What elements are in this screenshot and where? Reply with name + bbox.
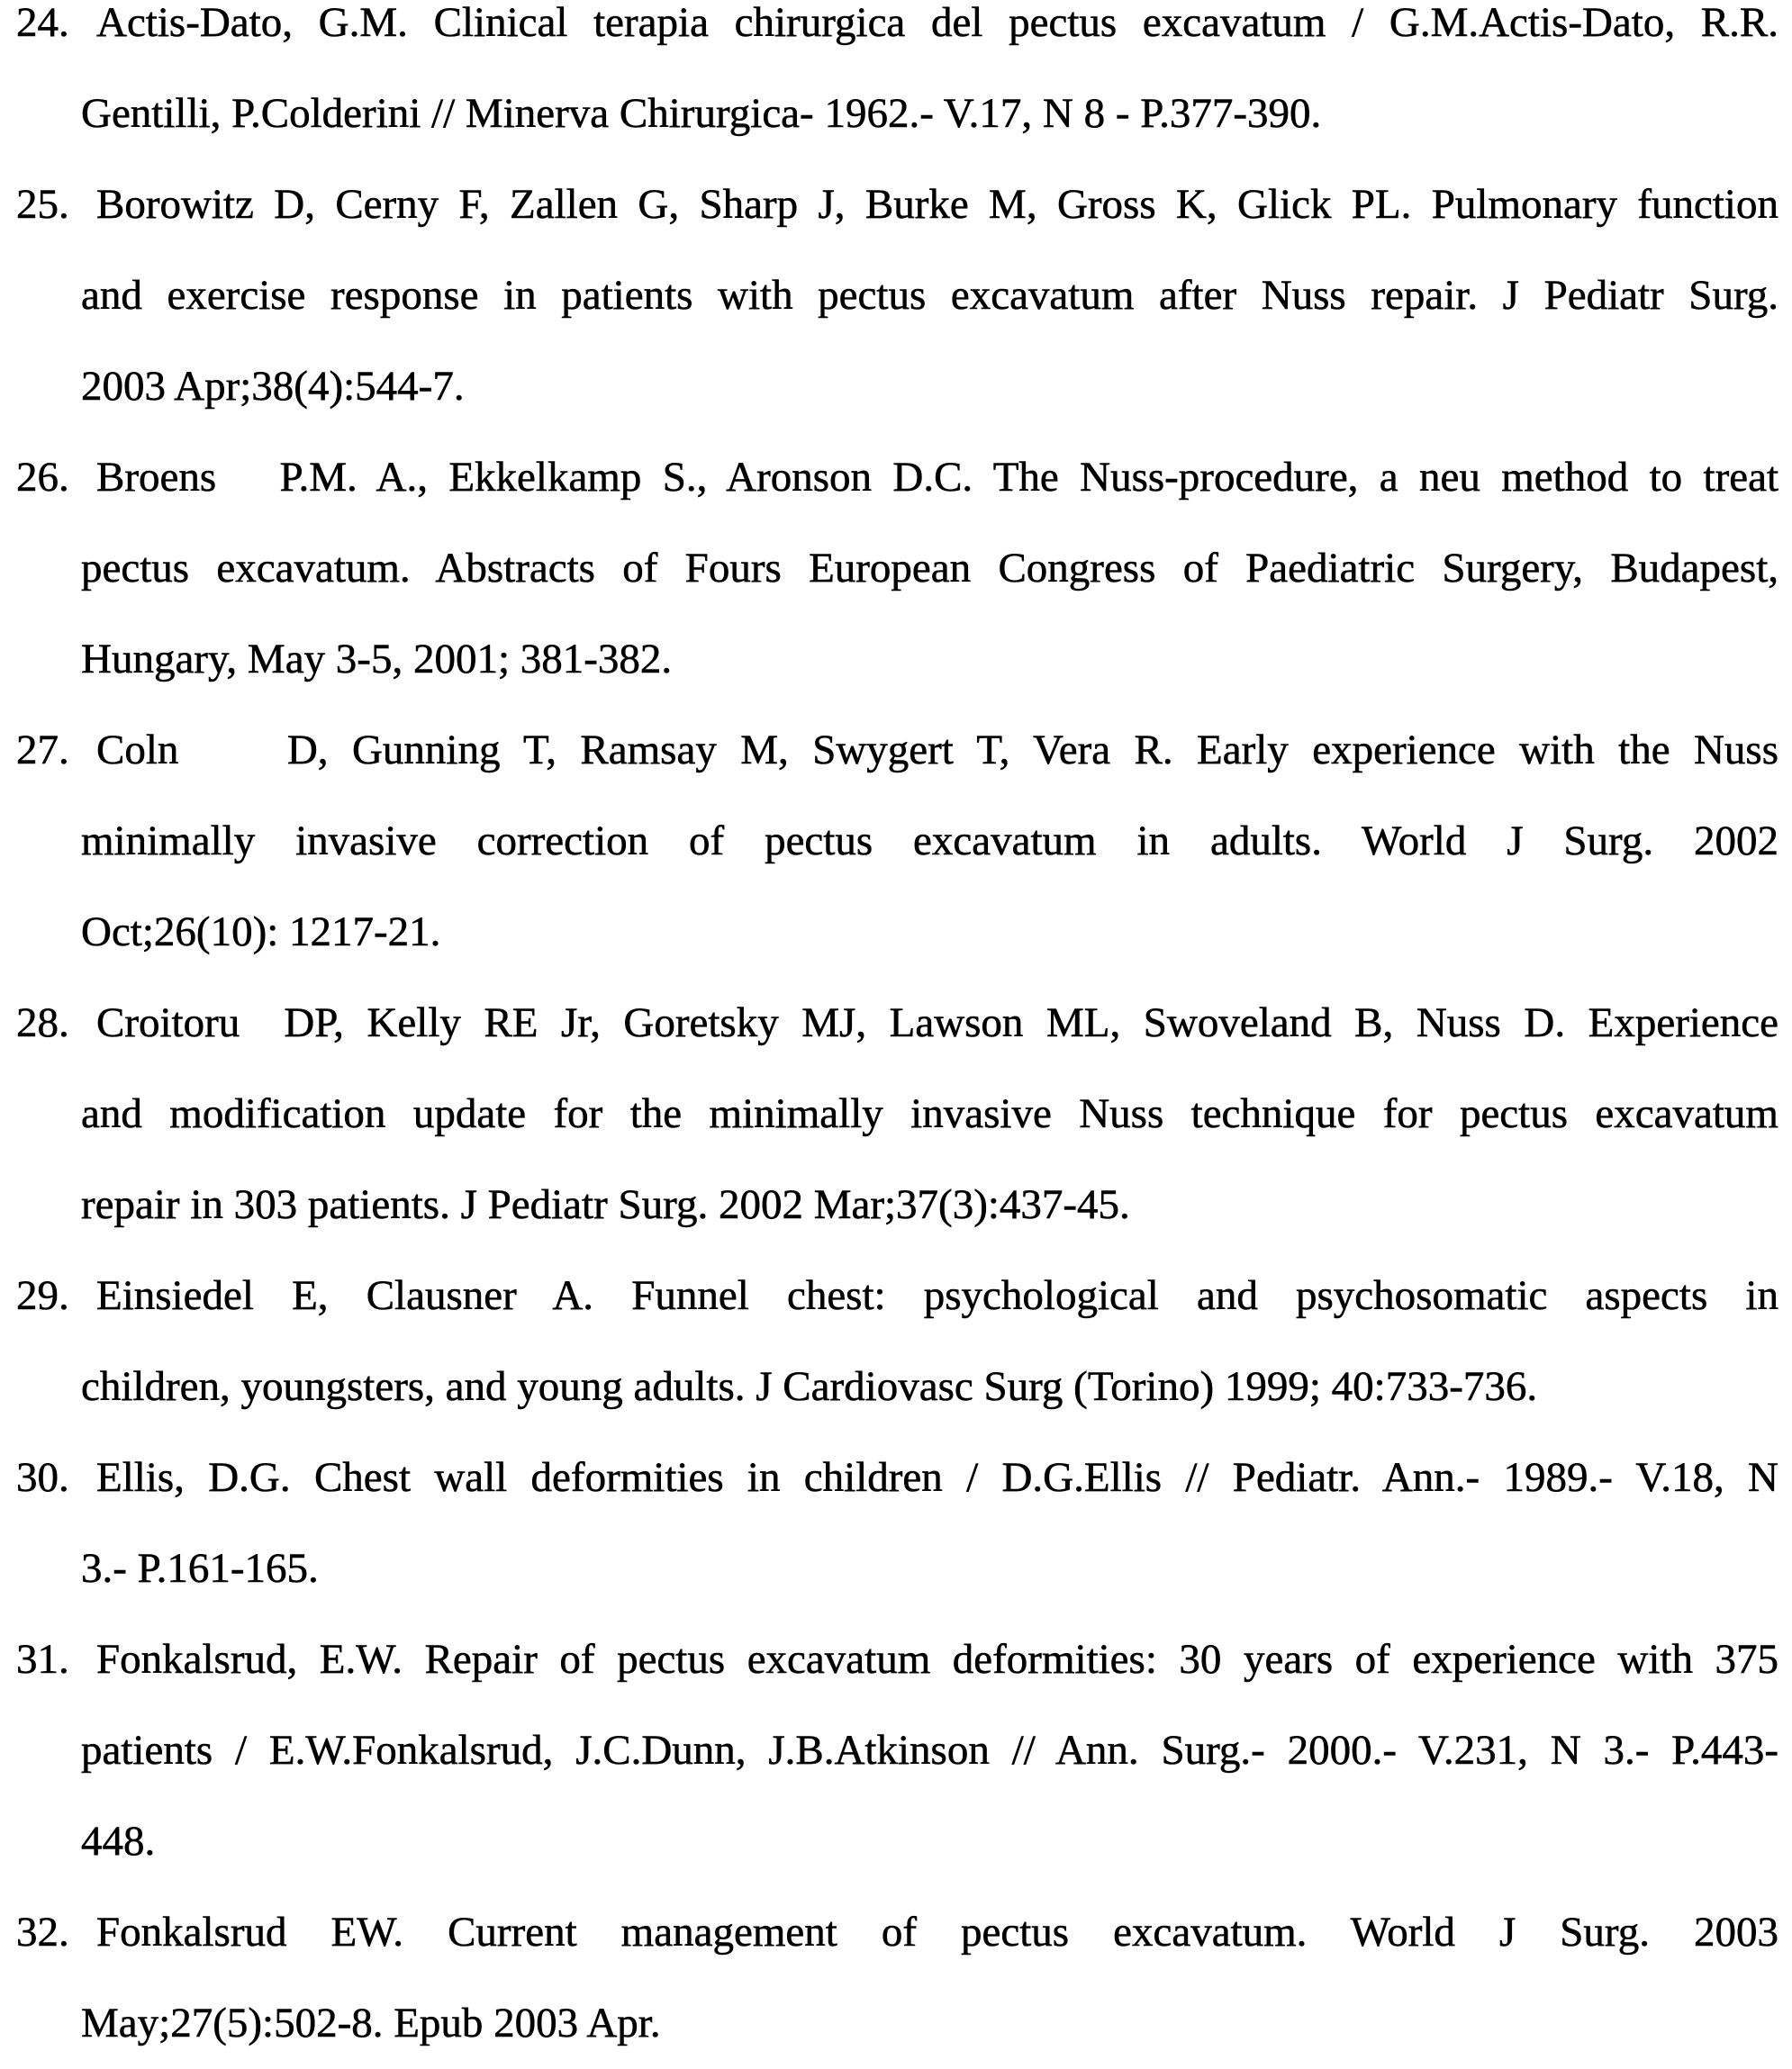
reference-line: May;27(5):502-8. Epub 2003 Apr. [81, 2000, 661, 2046]
reference-line [0, 978, 1792, 1069]
reference-line: and exercise response in patients with pectus excavatum after Nuss repair. J Pediatr Surg. [81, 272, 1778, 319]
reference-item-25 [0, 159, 1792, 432]
reference-item-29 [0, 1251, 1792, 1432]
reference-line [0, 0, 1792, 68]
reference-line: patients / E.W.Fonkalsrud, J.C.Dunn, J.B.Atkinson // Ann. Surg.- 2000.- V.231, N 3.- P.443- [81, 1727, 1778, 1774]
reference-line-text: Fonkalsrud, E.W. Repair of pectus excavatum deformities: 30 years of experience with 375 [96, 1636, 1778, 1683]
reference-number: 31. [16, 1636, 69, 1683]
reference-item-30 [0, 1432, 1792, 1614]
reference-line-text: Croitoru DP, Kelly RE Jr, Goretsky MJ, Lawson ML, Swoveland B, Nuss D. Experience [96, 999, 1778, 1046]
reference-line-text: Ellis, D.G. Chest wall deformities in children / D.G.Ellis // Pediatr. Ann.- 1989.- V.18, N [96, 1454, 1778, 1501]
reference-line-text: Einsiedel E, Clausner A. Funnel chest: psychological and psychosomatic aspects in [96, 1272, 1778, 1319]
reference-line [0, 1251, 1792, 1342]
reference-item-26 [0, 432, 1792, 705]
reference-line-text: Coln D, Gunning T, Ramsay M, Swygert T, Vera R. Early experience with the Nuss [96, 727, 1778, 773]
reference-number: 32. [16, 1909, 69, 1956]
reference-line [0, 1614, 1792, 1705]
reference-line [0, 705, 1792, 796]
reference-line: 2003 Apr;38(4):544-7. [81, 363, 465, 410]
reference-item-32 [0, 1887, 1792, 2069]
reference-number: 26. [16, 454, 69, 501]
reference-line: repair in 303 patients. J Pediatr Surg. 2002 Mar;37(3):437-45. [81, 1181, 1130, 1228]
reference-line-text: Actis-Dato, G.M. Clinical terapia chirurgica del pectus excavatum / G.M.Actis-Dato, R.R. [96, 0, 1778, 46]
reference-item-31 [0, 1614, 1792, 1887]
reference-line [0, 1887, 1792, 1978]
reference-line: Hungary, May 3-5, 2001; 381-382. [81, 636, 673, 682]
reference-line-text: Borowitz D, Cerny F, Zallen G, Sharp J, Burke M, Gross K, Glick PL. Pulmonary function [96, 181, 1778, 228]
reference-line: children, youngsters, and young adults. J Cardiovasc Surg (Torino) 1999; 40:733-736. [81, 1363, 1538, 1410]
reference-line: and modification update for the minimally invasive Nuss technique for pectus excavatum [81, 1090, 1778, 1137]
reference-number: 28. [16, 999, 69, 1046]
reference-number: 24. [16, 0, 69, 46]
reference-line [0, 432, 1792, 523]
reference-line: 3.- P.161-165. [81, 1545, 319, 1592]
reference-line [0, 1432, 1792, 1523]
reference-line: pectus excavatum. Abstracts of Fours European Congress of Paediatric Surgery, Budapest, [81, 545, 1778, 592]
reference-number: 27. [16, 727, 69, 773]
reference-item-28 [0, 978, 1792, 1251]
reference-number: 30. [16, 1454, 69, 1501]
reference-line-text: Broens P.M. A., Ekkelkamp S., Aronson D.C. The Nuss-procedure, a neu method to treat [96, 454, 1778, 501]
reference-line: 448. [81, 1818, 156, 1865]
reference-line-text: Fonkalsrud EW. Current management of pectus excavatum. World J Surg. 2003 [96, 1909, 1778, 1956]
reference-item-24 [0, 0, 1792, 159]
reference-line: minimally invasive correction of pectus excavatum in adults. World J Surg. 2002 [81, 818, 1778, 864]
reference-line: Oct;26(10): 1217-21. [81, 908, 441, 955]
reference-item-27 [0, 705, 1792, 978]
reference-number: 29. [16, 1272, 69, 1319]
reference-line [0, 159, 1792, 250]
reference-line: Gentilli, P.Colderini // Minerva Chirurgica- 1962.- V.17, N 8 - P.377-390. [81, 90, 1322, 137]
reference-number: 25. [16, 181, 69, 228]
